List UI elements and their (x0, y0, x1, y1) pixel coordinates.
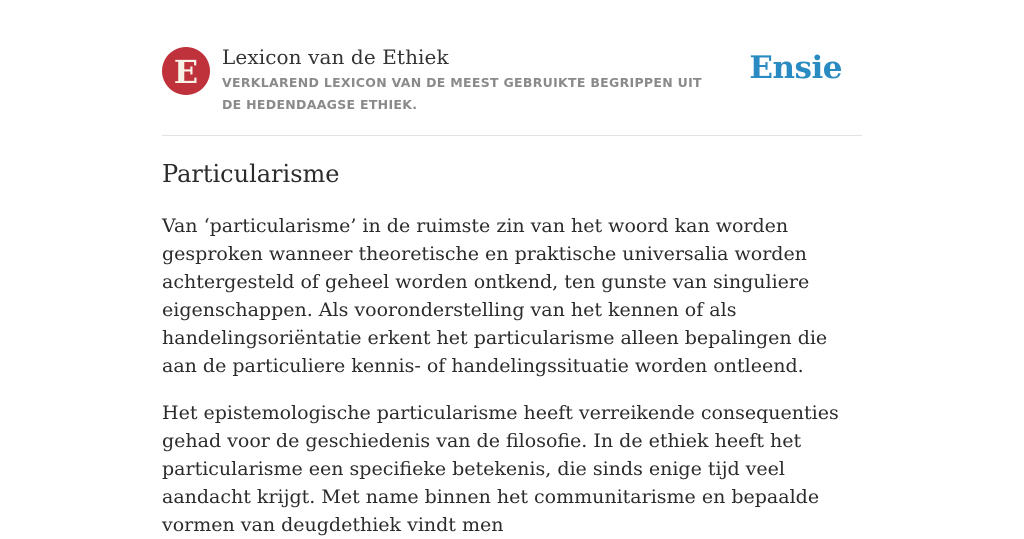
article-paragraph: Het epistemologische particularisme heeft verreikende consequenties gehad voor de geschiedenis van de filosofie. In de ethiek heeft het particularisme een specifieke betekenis, die sinds enige tijd veel aandacht krijgt. Met name binnen het communitarisme en bepaalde vormen van deugdethiek vindt men (162, 402, 839, 536)
site-title[interactable]: Lexicon van de Ethiek (222, 45, 449, 69)
ensie-logo[interactable]: Ensie (749, 50, 842, 86)
lexicon-logo[interactable] (162, 47, 210, 95)
article-title: Particularisme (162, 160, 340, 188)
site-subtitle: VERKLAREND LEXICON VAN DE MEEST GEBRUIKTE BEGRIPPEN UIT DE HEDENDAAGSE ETHIEK. (222, 75, 702, 112)
logo-letter: E (173, 52, 199, 91)
header-divider (162, 135, 862, 136)
article (162, 157, 868, 539)
article-paragraph: Van ‘particularisme’ in de ruimste zin van het woord kan worden gesproken wanneer theoretische en praktische universalia worden achtergesteld of geheel worden ontkend, ten gunste van singuliere eigenschappen. Als vooronderstelling van het kennen of als handelingsoriëntatie erkent het particularisme alleen bepalingen die aan de particuliere kennis- of handelingssituatie worden ontleend. (162, 215, 828, 377)
site-header (162, 44, 862, 124)
